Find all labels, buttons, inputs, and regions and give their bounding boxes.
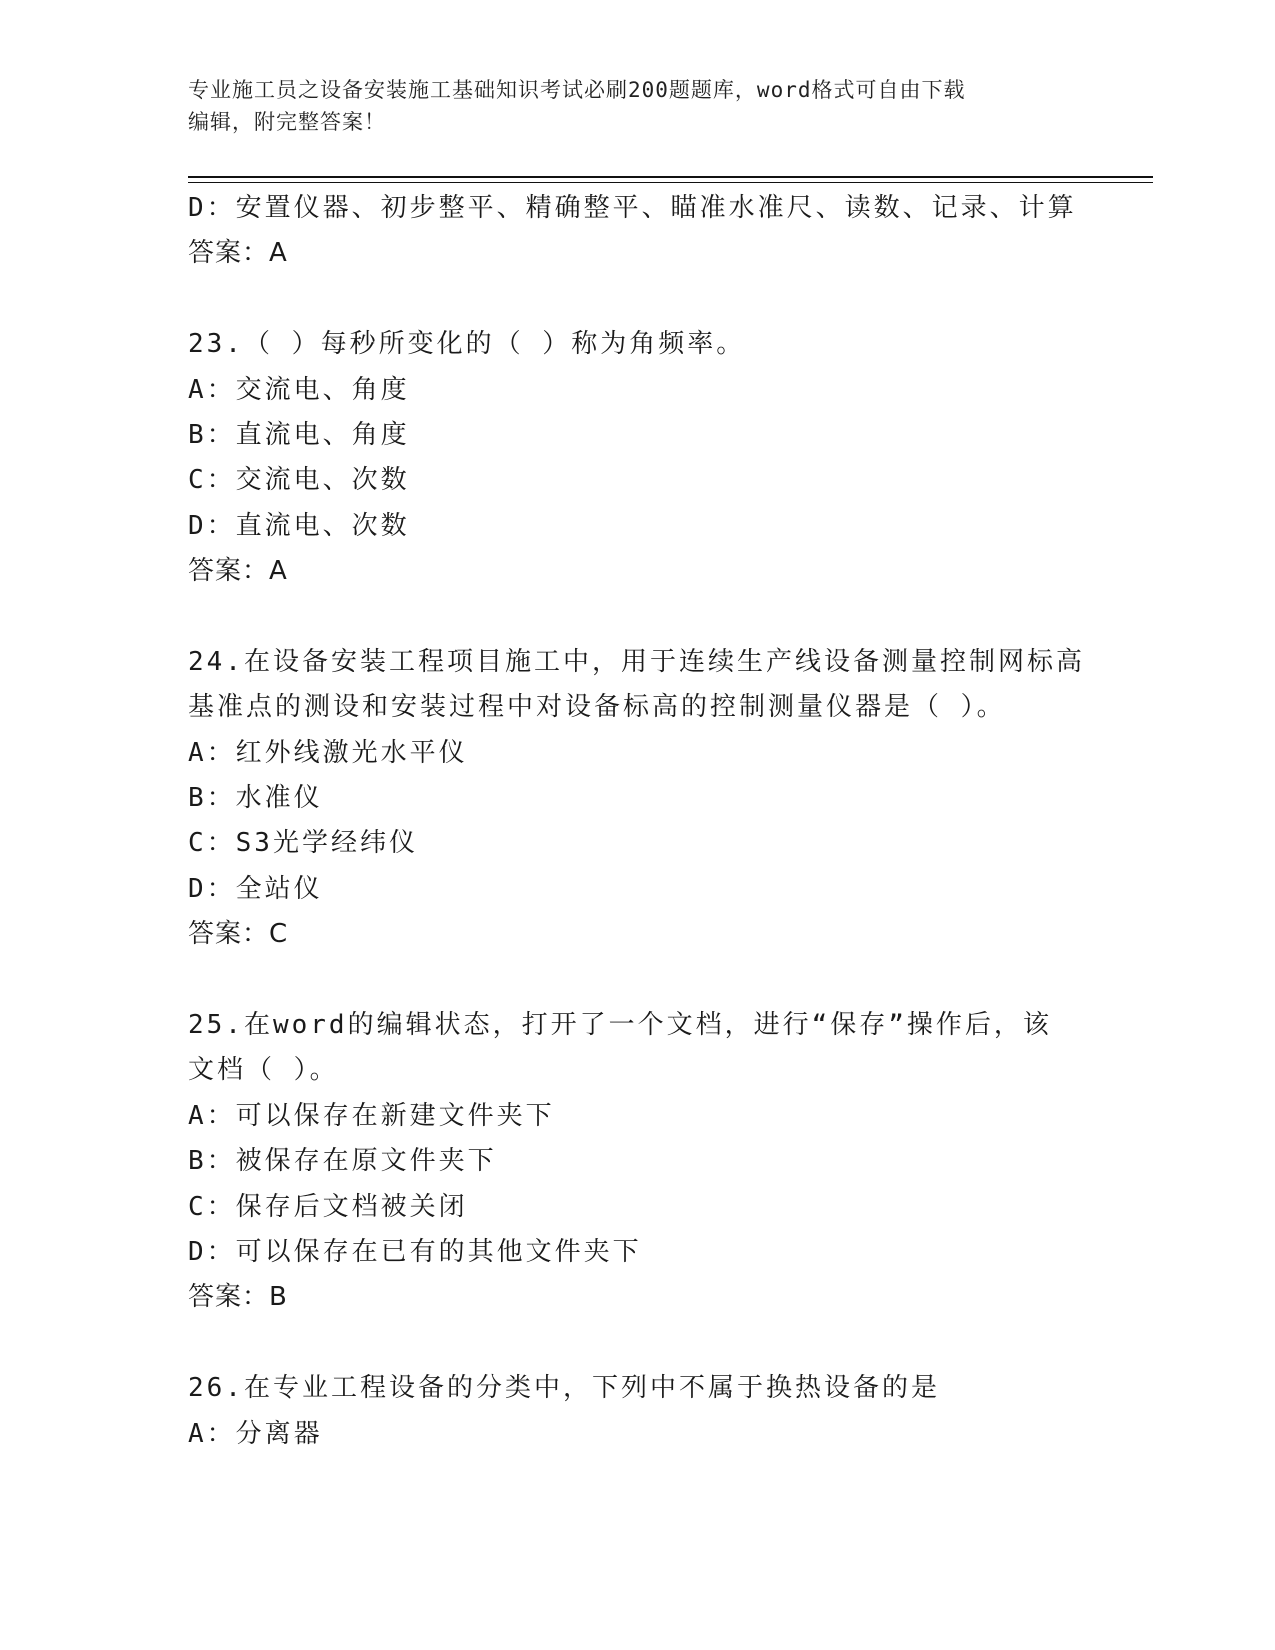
spacer [188, 1321, 1088, 1366]
question-26 [188, 1366, 1088, 1457]
answer: 答案：B [188, 1282, 288, 1313]
question-23 [188, 322, 1088, 594]
option-c: C：交流电、次数 [188, 465, 410, 496]
option-b: B：直流电、角度 [188, 419, 410, 450]
option-b: B：水准仪 [188, 783, 323, 814]
document-header [188, 74, 1068, 138]
question-25 [188, 1003, 1088, 1321]
carryover-option-d: D：安置仪器、初步整平、精确整平、瞄准水准尺、读数、记录、计算 [188, 193, 1077, 223]
option-a: A：分离器 [188, 1418, 323, 1449]
option-a: A：红外线激光水平仪 [188, 737, 468, 768]
spacer [188, 277, 1088, 322]
carryover-answer: 答案：A [188, 238, 288, 269]
question-stem-line-1: 24.在设备安装工程项目施工中，用于连续生产线设备测量控制网标高 [188, 646, 1085, 677]
option-d: D：全站仪 [188, 873, 323, 904]
option-c: C：保存后文档被关闭 [188, 1191, 468, 1222]
question-stem: 26.在专业工程设备的分类中，下列中不属于换热设备的是 [188, 1373, 940, 1404]
question-stem-line-2: 基准点的测设和安装过程中对设备标高的控制测量仪器是（ ）。 [188, 692, 1006, 723]
header-rule-thin [188, 182, 1153, 183]
header-line-1: 专业施工员之设备安装施工基础知识考试必刷200题题库，word格式可自由下载 [188, 78, 966, 102]
question-stem: 23.（ ）每秒所变化的（ ）称为角频率。 [188, 329, 746, 360]
spacer [188, 958, 1088, 1003]
header-line-2: 编辑，附完整答案！ [188, 110, 386, 134]
question-stem-line-2: 文档（ ）。 [188, 1055, 339, 1086]
spacer [188, 595, 1088, 640]
answer: 答案：A [188, 556, 288, 587]
option-a: A：可以保存在新建文件夹下 [188, 1100, 555, 1131]
question-stem-line-1: 25.在word的编辑状态，打开了一个文档，进行“保存”操作后，该 [188, 1010, 1052, 1041]
document-body [188, 186, 1088, 1457]
option-a: A：交流电、角度 [188, 374, 410, 405]
header-rule-thick [188, 176, 1153, 178]
option-c: C：S3光学经纬仪 [188, 828, 418, 859]
option-d: D：直流电、次数 [188, 510, 410, 541]
question-24 [188, 640, 1088, 958]
option-b: B：被保存在原文件夹下 [188, 1146, 497, 1177]
option-d: D：可以保存在已有的其他文件夹下 [188, 1236, 642, 1267]
answer: 答案：C [188, 919, 289, 950]
